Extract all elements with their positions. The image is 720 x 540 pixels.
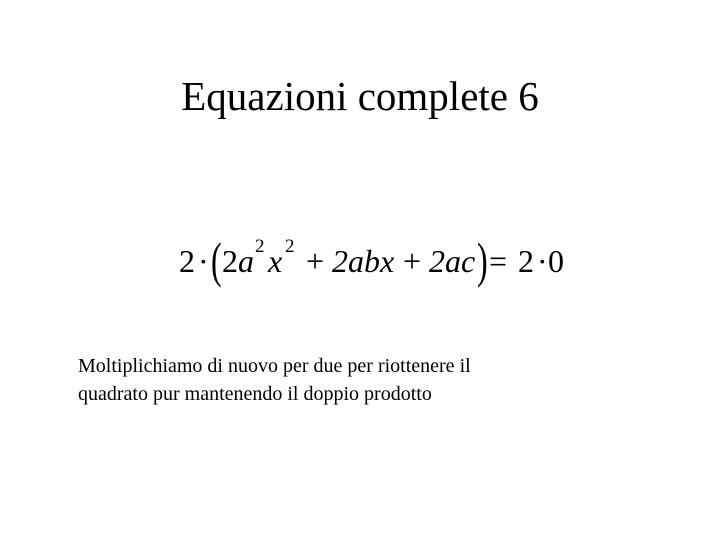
eq-t1-var-a: a bbox=[238, 243, 254, 279]
eq-plus-2: + bbox=[403, 243, 422, 279]
eq-rhs-zero: 0 bbox=[548, 243, 564, 279]
eq-plus-1: + bbox=[306, 243, 325, 279]
explanation-text bbox=[78, 352, 678, 408]
eq-cdot-2: · bbox=[537, 243, 548, 279]
eq-t2: 2abx bbox=[332, 243, 395, 279]
eq-t3: 2ac bbox=[429, 243, 476, 279]
eq-rhs-coef: 2 bbox=[518, 243, 534, 279]
eq-paren-open: ( bbox=[211, 234, 222, 289]
equation-graphic bbox=[175, 222, 575, 292]
eq-t1-coef: 2 bbox=[222, 243, 238, 279]
eq-cdot-1: · bbox=[198, 243, 209, 279]
eq-t1-var-x: x bbox=[268, 243, 283, 279]
eq-coef-left: 2 bbox=[179, 243, 195, 279]
equation bbox=[175, 222, 575, 292]
explanation-line-2: quadrato pur mantenendo il doppio prodotto bbox=[78, 383, 432, 405]
eq-equals: = bbox=[489, 243, 508, 279]
eq-t1-exp-x: 2 bbox=[285, 236, 295, 257]
eq-t1-exp-a: 2 bbox=[255, 236, 265, 257]
slide-title: Equazioni complete 6 bbox=[181, 73, 539, 119]
eq-paren-close: ) bbox=[477, 234, 488, 289]
explanation-line-1: Moltiplichiamo di nuovo per due per riottenere il bbox=[78, 355, 471, 377]
